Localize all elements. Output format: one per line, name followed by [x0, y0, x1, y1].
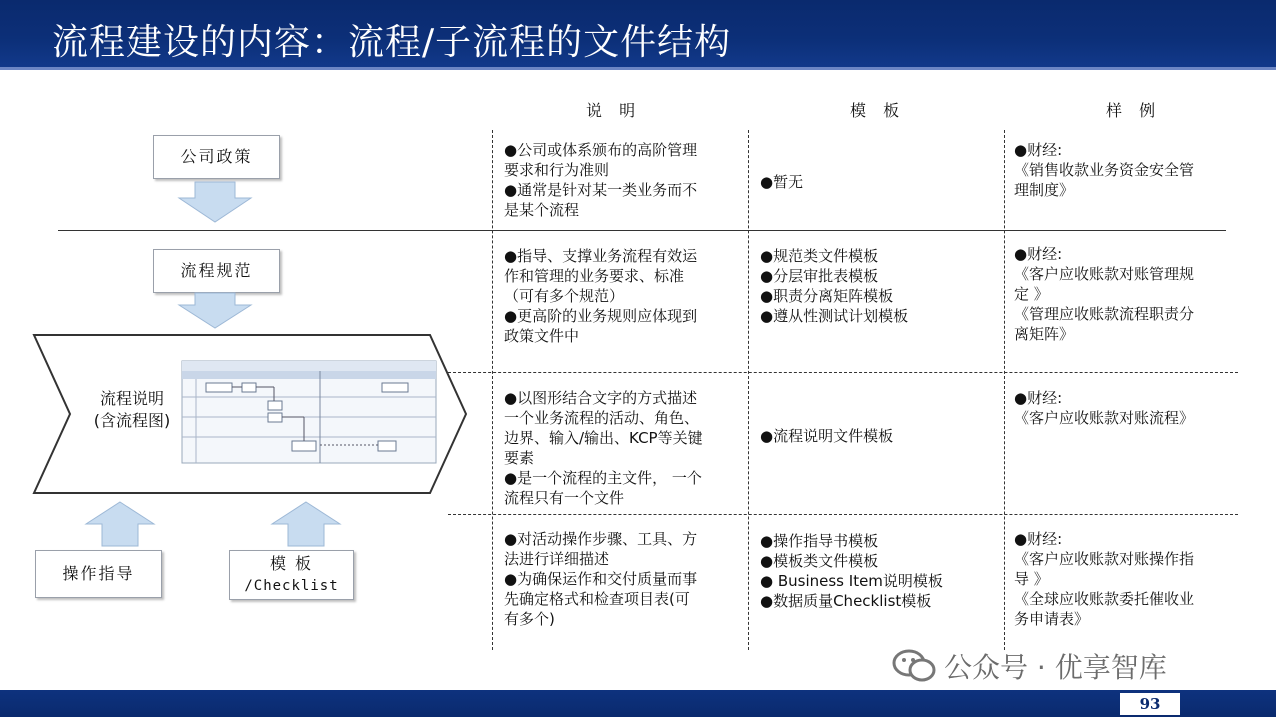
text-line: （可有多个规范） — [504, 287, 625, 305]
text-line: ●分层审批表模板 — [760, 267, 879, 285]
text-line: ●为确保运作和交付质量而事 — [504, 570, 698, 588]
text-line: 要求和行为准则 — [504, 161, 610, 179]
page-number: 93 — [1120, 693, 1180, 715]
text-line: 是某个流程 — [504, 201, 580, 219]
text-line: 先确定格式和检查项目表(可 — [504, 590, 690, 608]
text-line: ●指导、支撑业务流程有效运 — [504, 247, 698, 265]
footer-bar — [0, 690, 1276, 717]
text-line: ●财经: — [1014, 530, 1063, 548]
column-header-sample: 样 例 — [1106, 101, 1162, 120]
text-line: ●财经: — [1014, 141, 1063, 159]
row3-desc — [504, 388, 703, 508]
column-header-template: 模 板 — [850, 101, 906, 120]
title-bar — [0, 0, 1276, 70]
row-divider — [448, 372, 1238, 373]
text-line: 流程只有一个文件 — [504, 489, 625, 507]
text-line: 定 》 — [1014, 285, 1049, 303]
text-line: 《全球应收账款委托催收业 — [1014, 590, 1195, 608]
row2-sample — [1014, 244, 1194, 344]
text-line: 边界、输入/输出、KCP等关键 — [504, 429, 703, 447]
row3-template — [760, 426, 893, 446]
guide-label: 操作指导 — [62, 564, 135, 583]
text-line: 有多个) — [504, 610, 555, 628]
process-label-line1: 流程说明 — [99, 389, 164, 408]
process-label — [82, 388, 182, 432]
text-line: ●是一个流程的主文件， 一个 — [504, 469, 702, 487]
column-divider — [492, 130, 493, 650]
text-line: 要素 — [504, 449, 535, 467]
page-title: 流程建设的内容：流程/子流程的文件结构 — [52, 22, 732, 63]
text-line: ●操作指导书模板 — [760, 532, 879, 550]
down-arrow-icon — [175, 180, 255, 226]
row-divider — [448, 514, 1238, 515]
text-line: ● Business Item说明模板 — [760, 572, 943, 590]
column-divider — [748, 130, 749, 650]
text-line: ●更高阶的业务规则应体现到 — [504, 307, 698, 325]
template-checklist-box — [229, 550, 354, 600]
text-line: ●财经: — [1014, 389, 1063, 407]
column-divider — [1004, 130, 1005, 650]
guide-box — [35, 550, 162, 598]
text-line: ●暂无 — [760, 173, 804, 191]
text-line: ●流程说明文件模板 — [760, 427, 894, 445]
policy-box — [153, 135, 280, 179]
divider-line — [58, 230, 1226, 231]
text-line: ●遵从性测试计划模板 — [760, 307, 909, 325]
text-line: 政策文件中 — [504, 327, 580, 345]
text-line: 法进行详细描述 — [504, 550, 610, 568]
row4-desc — [504, 529, 697, 629]
text-line: 《销售收款业务资金安全管 — [1014, 161, 1195, 179]
text-line: ●以图形结合文字的方式描述 — [504, 389, 698, 407]
wechat-icon — [892, 648, 938, 684]
text-line: ●职责分离矩阵模板 — [760, 287, 894, 305]
down-arrow-icon — [175, 291, 255, 331]
text-line: ●规范类文件模板 — [760, 247, 879, 265]
text-line: 《客户应收账款对账管理规 — [1014, 265, 1195, 283]
text-line: 理制度》 — [1014, 181, 1075, 199]
text-line: 《管理应收账款流程职责分 — [1014, 305, 1195, 323]
text-line: 《客户应收账款对账流程》 — [1014, 409, 1195, 427]
text-line: 导 》 — [1014, 570, 1049, 588]
row1-sample — [1014, 140, 1194, 200]
text-line: ●模板类文件模板 — [760, 552, 879, 570]
up-arrow-icon — [82, 500, 158, 548]
text-line: ●财经: — [1014, 245, 1063, 263]
text-line: 一个业务流程的活动、角色、 — [504, 409, 700, 427]
template-label: 模 板 — [269, 554, 314, 573]
text-line: ●对活动操作步骤、工具、方 — [504, 530, 698, 548]
row2-template — [760, 246, 908, 326]
watermark-text: 公众号 · 优享智库 — [944, 651, 1167, 684]
text-line: ●公司或体系颁布的高阶管理 — [504, 141, 698, 159]
row4-template — [760, 531, 943, 611]
checklist-label: /Checklist — [244, 578, 339, 594]
norm-box — [153, 249, 280, 293]
flowchart-thumbnail — [182, 361, 436, 463]
text-line: 务申请表》 — [1014, 610, 1090, 628]
norm-label: 流程规范 — [180, 261, 253, 280]
text-line: 作和管理的业务要求、标准 — [504, 267, 685, 285]
text-line: ●通常是针对某一类业务而不 — [504, 181, 698, 199]
process-label-line2: (含流程图) — [93, 411, 171, 430]
up-arrow-icon — [268, 500, 344, 548]
row1-desc — [504, 140, 697, 220]
row2-desc — [504, 246, 697, 346]
text-line: ●数据质量Checklist模板 — [760, 592, 932, 610]
row1-template — [760, 172, 803, 192]
text-line: 离矩阵》 — [1014, 325, 1075, 343]
row4-sample — [1014, 529, 1194, 629]
column-header-desc: 说 明 — [586, 101, 642, 120]
policy-label: 公司政策 — [180, 147, 253, 166]
row3-sample — [1014, 388, 1194, 428]
title-underline — [0, 67, 1276, 70]
text-line: 《客户应收账款对账操作指 — [1014, 550, 1195, 568]
